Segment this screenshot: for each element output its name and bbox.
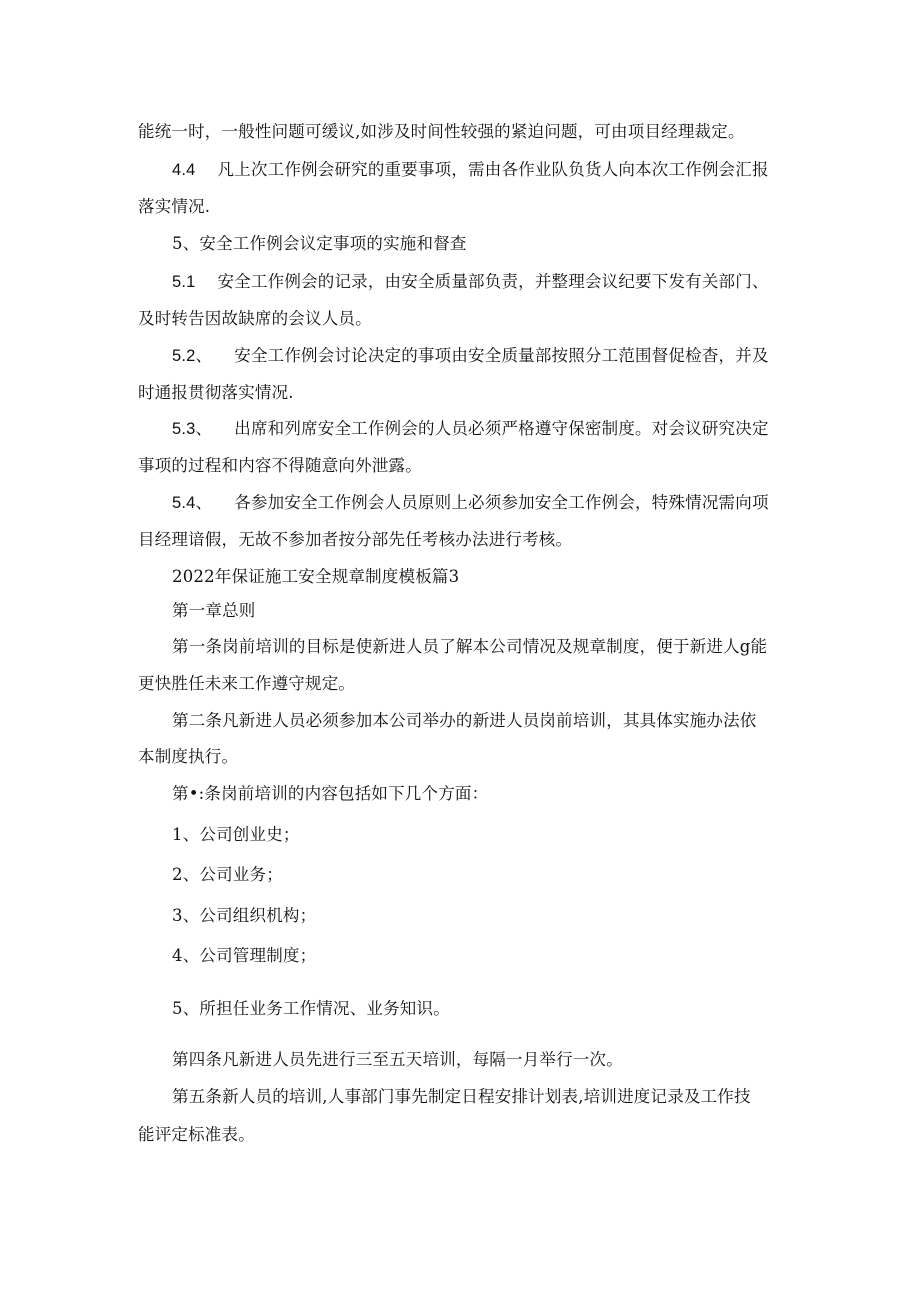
document-section-title: 2022年保证施工安全规章制度模板篇3 [172,567,460,586]
paragraph-line: 及时转告因故缺席的会议人员。 [138,309,372,328]
paragraph-line: 时通报贯彻落实情况. [138,383,294,402]
list-item: 5、所担任业务工作情况、业务知识。 [172,999,450,1018]
paragraph-line: 更快胜任未来工作遵守规定。 [138,674,356,693]
article-5: 第五条新人员的培训,人事部门事先制定日程安排计划表,培训进度记录及工作技 [172,1087,751,1106]
article-4: 第四条凡新进人员先进行三至五天培训，每隔一月举行一次。 [172,1050,623,1069]
clause-number: 5.2、 [172,347,213,365]
section-heading-5: 5、安全工作例会议定事项的实施和督查 [172,234,467,253]
list-item: 3、公司组织机构； [172,906,317,925]
paragraph-line: 能评定标准表。 [138,1125,255,1144]
clause-text: 凡上次工作例会研究的重要事项，需由各作业队负货人向本次工作例会汇报 [217,160,769,179]
clause-5-1 [172,272,769,292]
list-item: 4、公司管理制度； [172,946,317,965]
clause-number: 5.1 [172,273,196,291]
chapter-heading: 第一章总则 [172,601,256,620]
article-2: 第二条凡新进人员必须参加本公司举办的新进人员岗前培训，其具体实施办法依 [172,711,757,730]
paragraph-line: 本制度执行。 [138,747,239,766]
list-item: 2、公司业务； [172,865,283,884]
clause-5-2 [172,346,769,366]
clause-text: 各参加安全工作例会人员原则上必须参加安全工作例会，特殊情况需向项 [234,493,769,512]
clause-5-3 [172,419,769,439]
clause-5-4 [172,493,769,513]
paragraph-line: 落实情况. [138,197,211,216]
paragraph-line: 事项的过程和内容不得随意向外泄露。 [138,456,422,475]
paragraph-line: 目经理谙假，无故不参加者按分部先任考核办法进行考核。 [138,530,573,549]
article-3: 第•:条岗前培训的内容包括如下几个方面： [172,784,489,803]
clause-4-4 [172,160,769,180]
clause-text: 安全工作例会的记录，由安全质量部负责，并整理会议纪要下发有关部门、 [217,272,769,291]
clause-text: 安全工作例会讨论决定的事项由安全质量部按照分工范围督促检杳，并及 [234,346,769,365]
article-1: 第一条岗前培训的目标是使新进人员了解本公司情况及规章制度，便于新进人g能 [172,637,768,656]
clause-number: 4.4 [172,161,196,179]
clause-text: 出席和列席安全工作例会的人员必须严格遵守保密制度。对会议研究决定 [234,419,769,438]
clause-number: 5.4、 [172,494,213,512]
clause-number: 5.3、 [172,420,213,438]
paragraph-line: 能统一时，一般性问题可缓议,如涉及时间性较强的紧迫问题，可由项目经理裁定。 [138,122,745,141]
list-item: 1、公司创业史； [172,825,300,844]
